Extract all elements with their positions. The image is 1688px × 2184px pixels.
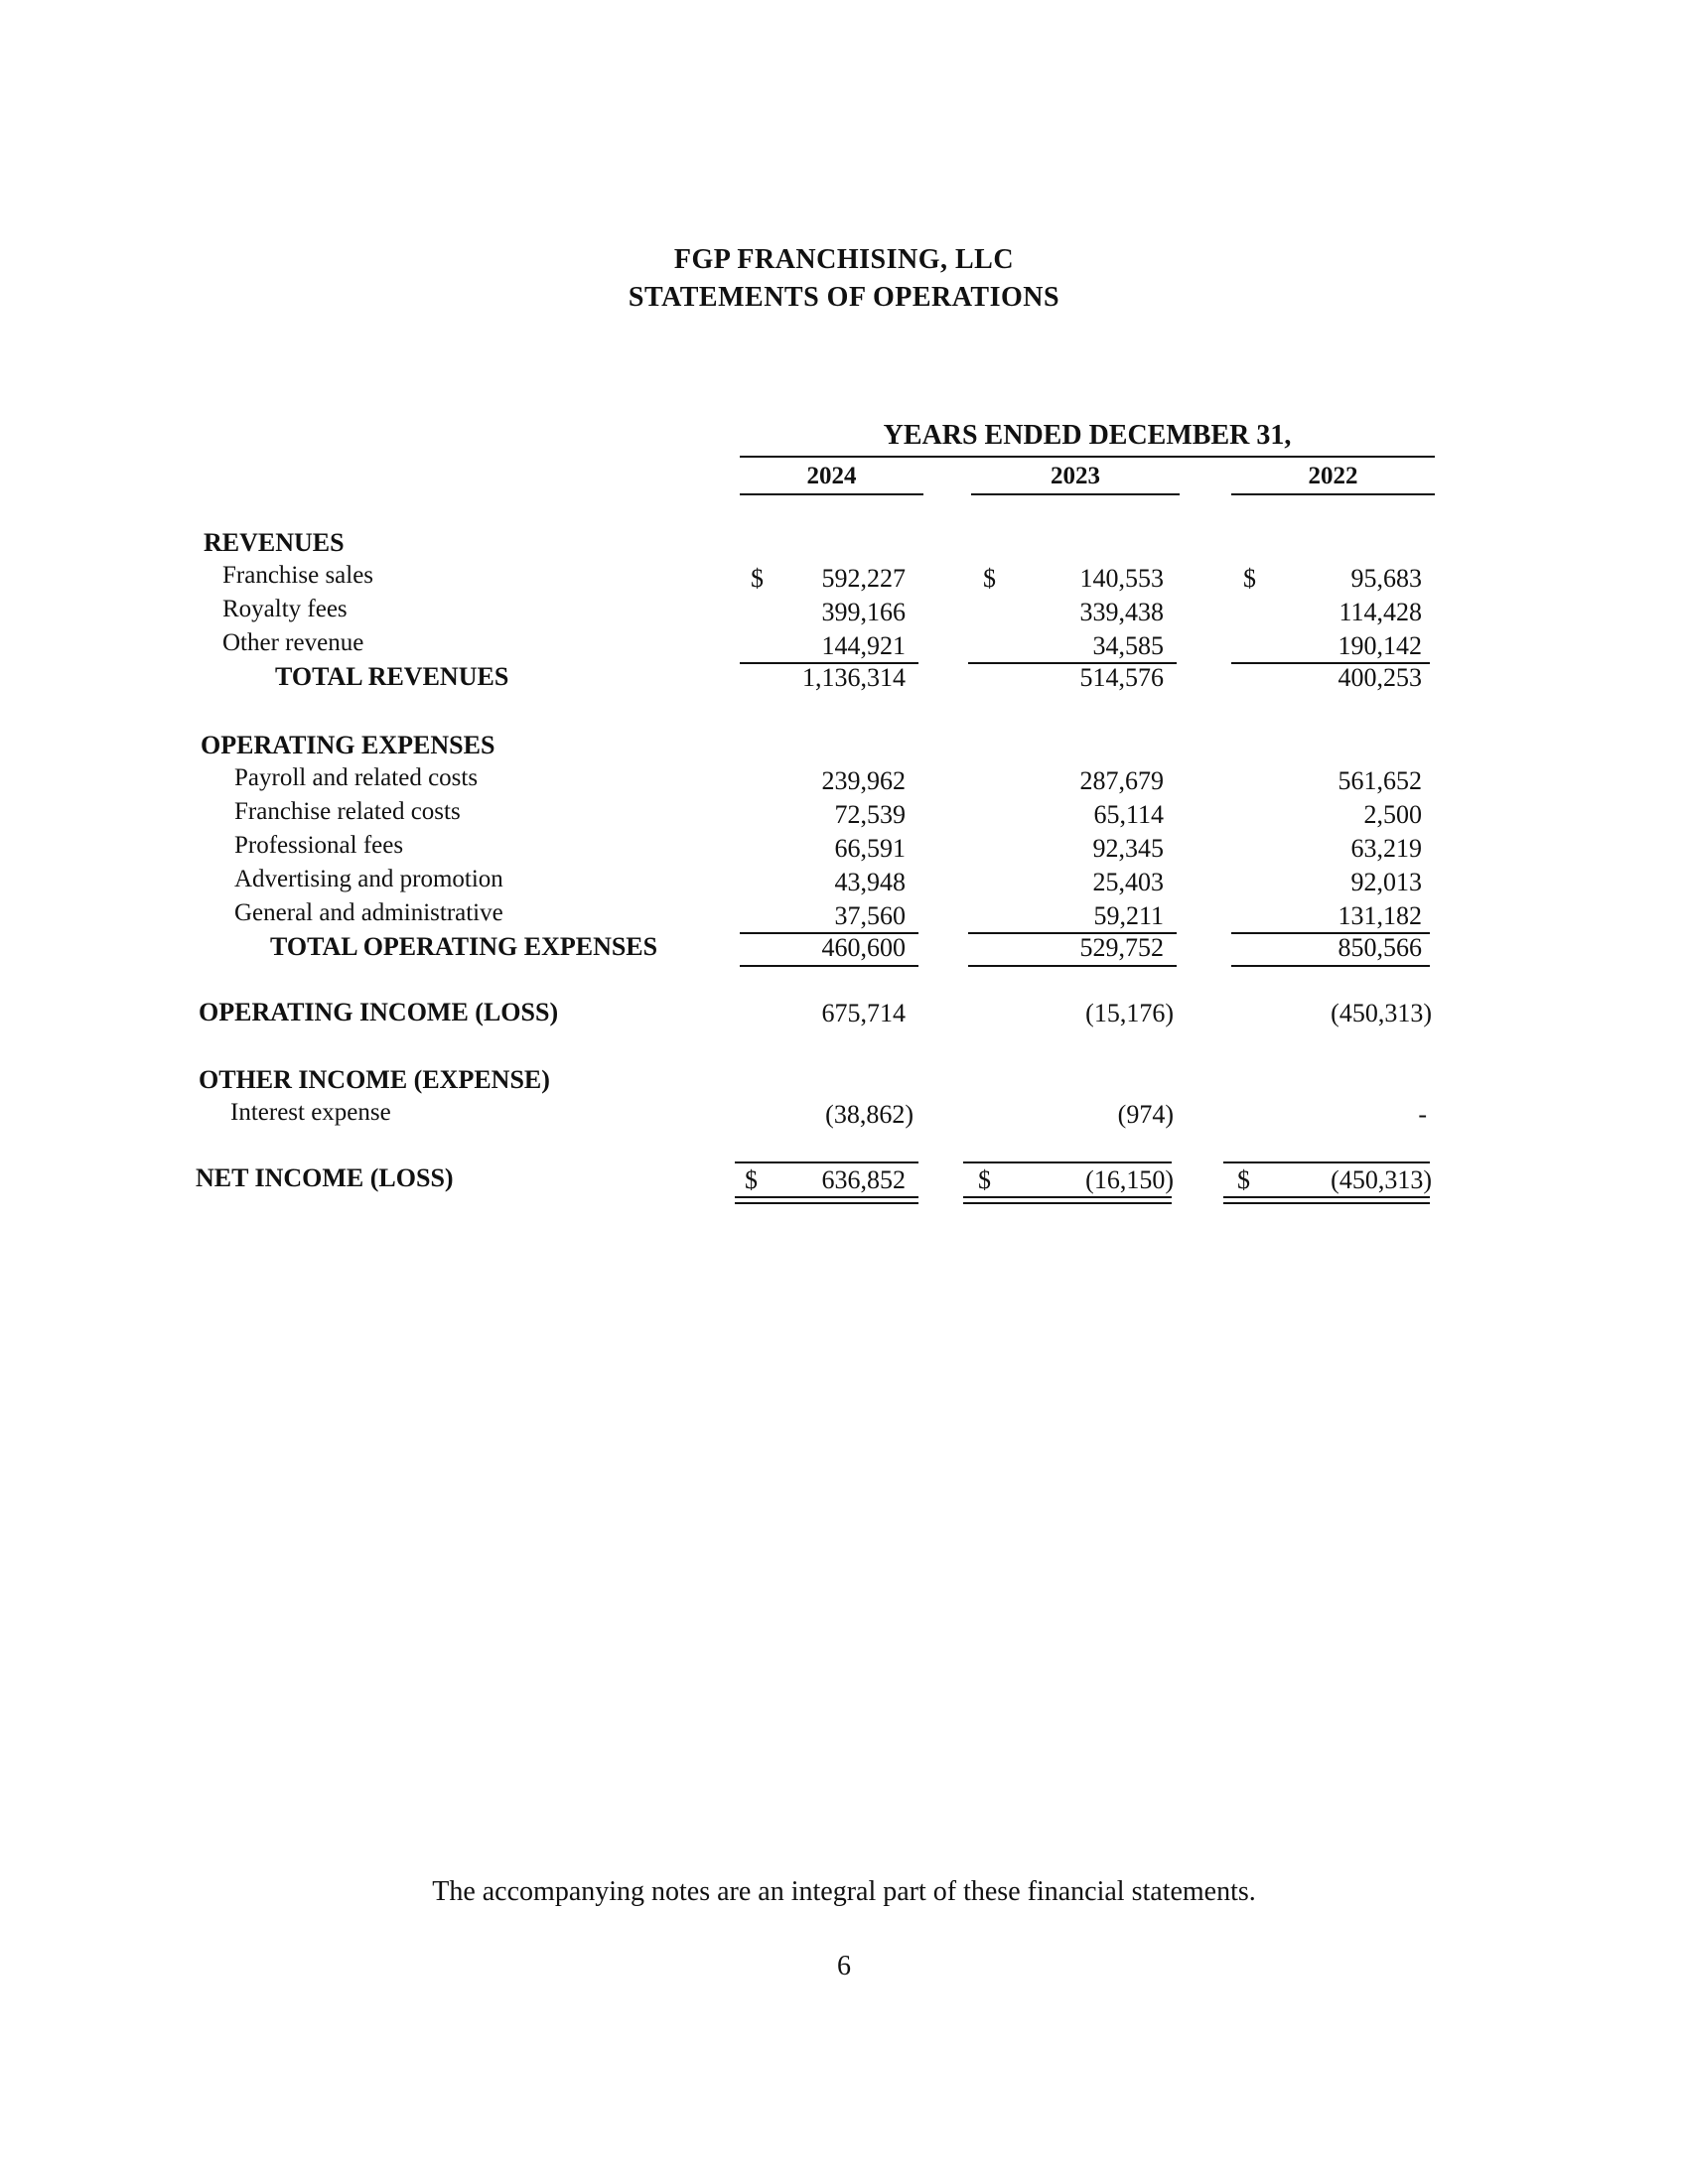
operating-income-label: OPERATING INCOME (LOSS): [199, 998, 559, 1026]
value-2022: (450,313): [1331, 1165, 1432, 1194]
row-label: Royalty fees: [222, 596, 348, 622]
currency-symbol: $: [745, 1165, 758, 1194]
value-2023: 140,553: [1079, 564, 1164, 593]
value-2023: 514,576: [1079, 663, 1164, 692]
row-label: Franchise related costs: [234, 798, 461, 825]
value-2024: 66,591: [834, 834, 906, 863]
value-2022: 63,219: [1350, 834, 1422, 863]
value-2023: (15,176): [1085, 999, 1174, 1027]
double-rule: [735, 1196, 918, 1198]
value-2024: 636,852: [821, 1165, 906, 1194]
row-label: Payroll and related costs: [234, 764, 479, 791]
value-2024: (38,862): [825, 1100, 914, 1129]
value-2024: 592,227: [821, 564, 906, 593]
other-income-heading: OTHER INCOME (EXPENSE): [199, 1065, 550, 1094]
value-2023: 287,679: [1079, 766, 1164, 795]
year-2023-header: 2023: [1051, 463, 1100, 489]
value-2022: 2,500: [1363, 800, 1422, 829]
net-income-label: NET INCOME (LOSS): [196, 1163, 454, 1192]
total-revenues-label: TOTAL REVENUES: [275, 662, 509, 691]
value-2023: 25,403: [1092, 868, 1164, 896]
company-name: FGP FRANCHISING, LLC: [673, 244, 1015, 275]
currency-symbol: $: [751, 564, 764, 593]
currency-symbol: $: [1237, 1165, 1250, 1194]
page-number: 6: [837, 1951, 851, 1981]
value-2024: 37,560: [834, 901, 906, 930]
double-rule: [963, 1202, 1172, 1204]
net-income-top-rule: [1223, 1161, 1430, 1163]
value-2023: 65,114: [1093, 800, 1164, 829]
value-2024: 144,921: [821, 631, 906, 660]
value-2024: 239,962: [821, 766, 906, 795]
currency-symbol: $: [1243, 564, 1256, 593]
value-2023: (974): [1117, 1100, 1174, 1129]
year-2023-rule: [971, 493, 1180, 495]
row-label: Professional fees: [234, 832, 404, 859]
total-rule: [1231, 965, 1430, 967]
value-2022: 131,182: [1337, 901, 1422, 930]
value-2023: 92,345: [1092, 834, 1164, 863]
double-rule: [1223, 1196, 1430, 1198]
value-2024: 43,948: [834, 868, 906, 896]
value-2024: 72,539: [834, 800, 906, 829]
value-2022: 114,428: [1338, 598, 1422, 626]
value-2024: 460,600: [821, 933, 906, 962]
value-2022: 95,683: [1350, 564, 1422, 593]
value-2024: 675,714: [821, 999, 906, 1027]
net-income-top-rule: [963, 1161, 1172, 1163]
row-label: General and administrative: [234, 899, 503, 926]
currency-symbol: $: [978, 1165, 991, 1194]
currency-symbol: $: [983, 564, 996, 593]
value-2023: 34,585: [1092, 631, 1164, 660]
total-rule: [740, 965, 918, 967]
value-2022: (450,313): [1331, 999, 1432, 1027]
value-2022: 400,253: [1337, 663, 1422, 692]
year-2022-header: 2022: [1308, 463, 1358, 489]
row-label: Franchise sales: [222, 562, 374, 589]
operating-expenses-heading: OPERATING EXPENSES: [201, 731, 495, 759]
row-label: Interest expense: [230, 1099, 391, 1126]
value-2022: 850,566: [1337, 933, 1422, 962]
value-2024: 1,136,314: [802, 663, 906, 692]
double-rule: [963, 1196, 1172, 1198]
value-2022: 190,142: [1337, 631, 1422, 660]
value-2022: -: [1418, 1100, 1427, 1129]
value-2023: 529,752: [1079, 933, 1164, 962]
year-2024-rule: [740, 493, 923, 495]
revenues-heading: REVENUES: [204, 528, 345, 557]
value-2023: 339,438: [1079, 598, 1164, 626]
value-2022: 561,652: [1337, 766, 1422, 795]
net-income-top-rule: [735, 1161, 918, 1163]
double-rule: [735, 1202, 918, 1204]
period-header-rule: [740, 456, 1435, 458]
value-2022: 92,013: [1350, 868, 1422, 896]
total-operating-expenses-label: TOTAL OPERATING EXPENSES: [270, 932, 658, 961]
period-header: YEARS ENDED DECEMBER 31,: [883, 420, 1292, 451]
value-2024: 399,166: [821, 598, 906, 626]
double-rule: [1223, 1202, 1430, 1204]
row-label: Other revenue: [222, 629, 364, 656]
value-2023: 59,211: [1093, 901, 1164, 930]
row-label: Advertising and promotion: [234, 866, 503, 892]
statement-title: STATEMENTS OF OPERATIONS: [628, 282, 1060, 313]
total-rule: [968, 965, 1177, 967]
year-2024-header: 2024: [806, 463, 857, 489]
value-2023: (16,150): [1085, 1165, 1174, 1194]
footer-note: The accompanying notes are an integral part of these financial statements.: [432, 1876, 1256, 1907]
year-2022-rule: [1231, 493, 1435, 495]
